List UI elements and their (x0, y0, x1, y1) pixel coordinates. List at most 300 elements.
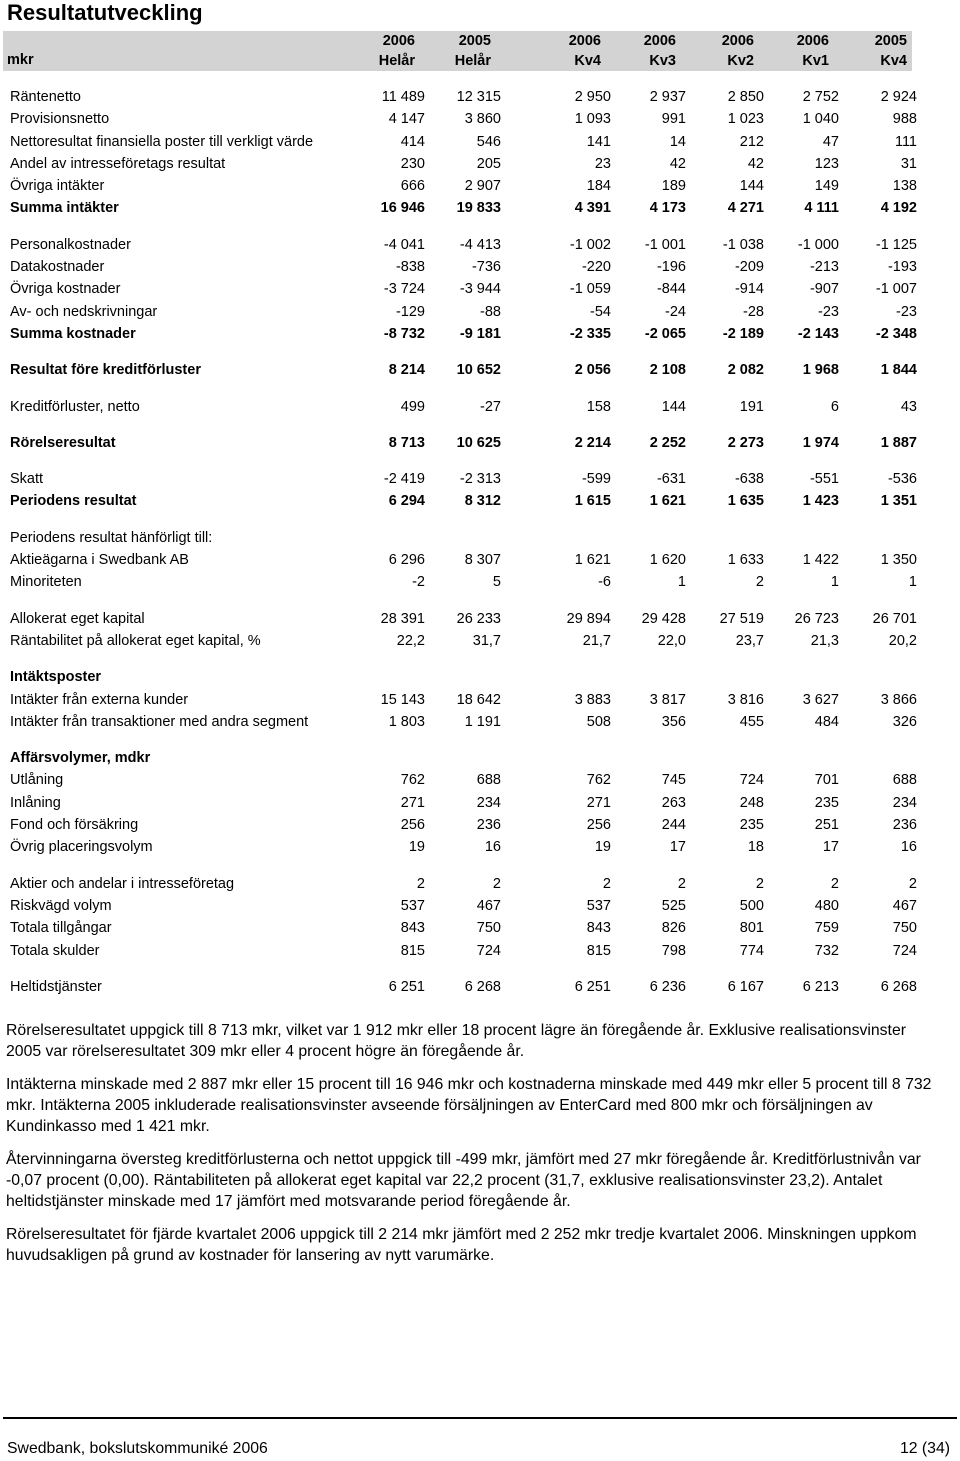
cell-value: 537 (586, 897, 611, 914)
cell-value: -2 335 (569, 325, 611, 342)
cell-value: 191 (739, 398, 764, 415)
cell-value: 815 (400, 942, 425, 959)
column-year: 2005 (874, 33, 907, 49)
table-row (10, 689, 917, 711)
cell-value: 29 428 (641, 610, 686, 627)
cell-value: 6 251 (574, 978, 611, 995)
cell-value: 230 (400, 155, 425, 172)
cell-value: 3 627 (802, 691, 839, 708)
column-year: 2006 (643, 33, 676, 49)
column-period: Kv4 (574, 53, 601, 69)
table-row (10, 571, 917, 593)
cell-value: -1 038 (722, 236, 764, 253)
cell-value: 19 833 (456, 200, 501, 217)
cell-value: 1 633 (727, 552, 764, 569)
cell-value: 235 (814, 794, 839, 811)
spacer-row (10, 418, 917, 432)
cell-value (686, 747, 764, 769)
cell-value: 212 (739, 133, 764, 150)
cell-value: -28 (743, 303, 764, 320)
cell-value: -2 313 (459, 471, 501, 488)
cell-value: 1 423 (802, 493, 839, 510)
cell-value: 1 191 (464, 713, 501, 730)
cell-value: 6 236 (649, 978, 686, 995)
cell-value: -24 (665, 303, 686, 320)
cell-value: 1 351 (880, 493, 917, 510)
cell-value: 2 752 (802, 89, 839, 105)
cell-value: 2 252 (649, 434, 686, 451)
cell-value: 732 (814, 942, 839, 959)
cell-value: 3 816 (727, 691, 764, 708)
cell-value (611, 527, 686, 549)
cell-value (764, 527, 839, 549)
cell-value: 750 (892, 920, 917, 937)
cell-value: 2 (908, 875, 917, 892)
paragraph: Rörelseresultatet för fjärde kvartalet 2006 uppgick till 2 214 mkr jämfört med 2 252 mkr tredje kvartalet 2006. Minskningen uppkom huvudsakligen på grund av kostnader för lansering av nytt varumärke. (6, 1226, 917, 1264)
table-row (10, 301, 917, 323)
cell-value: 42 (669, 155, 686, 172)
cell-value: 256 (586, 817, 611, 834)
cell-value: 1 621 (649, 493, 686, 510)
spacer-row (10, 962, 917, 976)
cell-value: -27 (480, 398, 501, 415)
cell-value: -193 (887, 259, 917, 276)
column-year: 2006 (568, 33, 601, 49)
table-row (10, 549, 917, 571)
column-period: Kv4 (880, 53, 907, 69)
cell-value (764, 666, 839, 688)
cell-value: -6 (598, 574, 611, 591)
cell-value: 244 (661, 817, 686, 834)
cell-value: 750 (476, 920, 501, 937)
row-label: Allokerat eget kapital (10, 610, 145, 627)
cell-value: 251 (814, 817, 839, 834)
cell-value: 3 866 (880, 691, 917, 708)
cell-value: 774 (739, 942, 764, 959)
table-row (10, 917, 917, 939)
cell-value: -2 419 (383, 471, 425, 488)
cell-value: 21,7 (582, 632, 611, 649)
cell-value: 3 860 (464, 111, 501, 128)
cell-value: -4 041 (383, 236, 425, 253)
cell-value: -1 007 (875, 281, 917, 298)
spacer-row (10, 220, 917, 234)
cell-value: 500 (739, 897, 764, 914)
spacer-row (10, 454, 917, 468)
row-label: Totala tillgångar (10, 920, 112, 937)
cell-value: 6 268 (464, 978, 501, 995)
cell-value: 6 (830, 398, 839, 415)
cell-value: 23 (594, 155, 611, 172)
cell-value: -3 944 (459, 281, 501, 298)
cell-value: -2 065 (644, 325, 686, 342)
cell-value: 31 (900, 155, 917, 172)
cell-value: -914 (734, 281, 764, 298)
cell-value: 1 093 (574, 111, 611, 128)
row-label: Räntenetto (10, 89, 81, 105)
row-label: Affärsvolymer, mdkr (10, 750, 151, 767)
row-label: Aktier och andelar i intresseföretag (10, 875, 235, 892)
cell-value: -838 (395, 259, 425, 276)
cell-value: 20,2 (888, 632, 917, 649)
cell-value: -1 125 (875, 236, 917, 253)
table-row (10, 895, 917, 917)
cell-value: 16 (900, 839, 917, 856)
cell-value: 724 (739, 772, 764, 789)
cell-value: 988 (892, 111, 917, 128)
table-row (10, 153, 917, 175)
cell-value: 16 (484, 839, 501, 856)
cell-value: -599 (581, 471, 611, 488)
cell-value: 1 040 (802, 111, 839, 128)
spacer-row (10, 859, 917, 873)
cell-value: 42 (747, 155, 764, 172)
cell-value: 1 422 (802, 552, 839, 569)
cell-value: 688 (476, 772, 501, 789)
table-row (10, 108, 917, 130)
table-row (10, 278, 917, 300)
results-table (10, 86, 917, 998)
cell-value (501, 747, 611, 769)
row-label: Skatt (10, 471, 44, 488)
cell-value (686, 527, 764, 549)
cell-value: 10 652 (456, 362, 501, 379)
cell-value: 2 924 (880, 89, 917, 105)
cell-value: 1 (830, 574, 839, 591)
column-period: Kv2 (727, 53, 754, 69)
cell-value: 189 (661, 178, 686, 195)
cell-value: 762 (586, 772, 611, 789)
cell-value: 4 391 (574, 200, 611, 217)
cell-value: 843 (400, 920, 425, 937)
cell-value: 2 (755, 574, 764, 591)
table-row (10, 396, 917, 418)
cell-value: -631 (656, 471, 686, 488)
cell-value (501, 666, 611, 688)
row-label: Heltidstjänster (10, 978, 102, 995)
table-row (10, 86, 917, 108)
cell-value: -2 348 (875, 325, 917, 342)
cell-value: 184 (586, 178, 611, 195)
cell-value (425, 527, 501, 549)
cell-value: 666 (400, 178, 425, 195)
table-row (10, 131, 917, 153)
cell-value: 484 (814, 713, 839, 730)
cell-value: 28 391 (380, 610, 425, 627)
cell-value: 6 251 (388, 978, 425, 995)
row-label: Summa kostnader (10, 325, 136, 342)
cell-value: -736 (471, 259, 501, 276)
row-label: Aktieägarna i Swedbank AB (10, 552, 189, 569)
row-label: Totala skulder (10, 942, 100, 959)
column-year: 2006 (382, 33, 415, 49)
row-label: Periodens resultat hänförligt till: (10, 529, 213, 546)
table-row (10, 769, 917, 791)
cell-value: 499 (400, 398, 425, 415)
table-row (10, 359, 917, 381)
cell-value: 12 315 (456, 89, 501, 105)
row-label: Övriga kostnader (10, 281, 121, 298)
cell-value: 47 (822, 133, 839, 150)
unit-label: mkr (7, 52, 34, 68)
column-year: 2005 (458, 33, 491, 49)
cell-value: -8 732 (383, 325, 425, 342)
row-label: Datakostnader (10, 259, 105, 276)
row-label: Riskvägd volym (10, 897, 112, 914)
cell-value: -88 (480, 303, 501, 320)
cell-value: -1 002 (569, 236, 611, 253)
cell-value: 6 167 (727, 978, 764, 995)
cell-value: 16 946 (380, 200, 425, 217)
cell-value: -536 (887, 471, 917, 488)
cell-value: 2 (755, 875, 764, 892)
paragraph: Rörelseresultatet uppgick till 8 713 mkr, vilket var 1 912 mkr eller 18 procent lägre än föregående år. Exklusive realisationsvinster 2005 var rörelseresultatet 309 mkr eller 4 procent högre än föregående år. (6, 1022, 906, 1060)
table-row (10, 976, 917, 998)
cell-value: -1 000 (797, 236, 839, 253)
cell-value: 2 850 (727, 89, 764, 105)
cell-value: 23,7 (735, 632, 764, 649)
table-row (10, 747, 917, 769)
spacer-row (10, 733, 917, 747)
cell-value: 991 (661, 111, 686, 128)
cell-value: 1 968 (802, 362, 839, 379)
cell-value: 6 294 (388, 493, 425, 510)
cell-value (686, 666, 764, 688)
cell-value: 798 (661, 942, 686, 959)
cell-value: -1 001 (644, 236, 686, 253)
row-label: Fond och försäkring (10, 817, 139, 834)
cell-value: 271 (400, 794, 425, 811)
cell-value: 2 108 (649, 362, 686, 379)
cell-value: 26 701 (872, 610, 917, 627)
column-period: Helår (454, 53, 491, 69)
cell-value: 1 (908, 574, 917, 591)
cell-value: 236 (476, 817, 501, 834)
spacer-row (10, 345, 917, 359)
cell-value (350, 666, 425, 688)
page-title: Resultatutveckling (7, 0, 203, 25)
row-label: Övrig placeringsvolym (10, 839, 153, 856)
cell-value (839, 666, 917, 688)
table-row (10, 666, 917, 688)
cell-value: 1 350 (880, 552, 917, 569)
row-label: Inlåning (10, 794, 61, 811)
table-row (10, 836, 917, 858)
cell-value: 1 844 (880, 362, 917, 379)
cell-value: 138 (892, 178, 917, 195)
cell-value: 4 192 (880, 200, 917, 217)
paragraph: Återvinningarna översteg kreditförlusterna och nettot uppgick till -499 mkr, jämfört med 27 mkr föregående år. Kreditförlustnivån var -0,07 procent (0,00). Räntabiliteten på allokerat eget kapital var 22,2 procent (31,7, exklusive realisationsvinster 23,2). Antalet heltidstjänster minskade med 17 jämfört med motsvarande period föregående år. (6, 1151, 921, 1210)
cell-value: 2 (492, 875, 501, 892)
cell-value: 123 (814, 155, 839, 172)
row-label: Övriga intäkter (10, 178, 105, 195)
cell-value: 149 (814, 178, 839, 195)
cell-value: -844 (656, 281, 686, 298)
cell-value: 10 625 (456, 434, 501, 451)
cell-value: 1 803 (388, 713, 425, 730)
table-row (10, 527, 917, 549)
cell-value: 21,3 (810, 632, 839, 649)
table-row (10, 608, 917, 630)
cell-value: -9 181 (459, 325, 501, 342)
cell-value: -4 413 (459, 236, 501, 253)
table-row (10, 630, 917, 652)
table-row (10, 792, 917, 814)
row-label: Resultat före kreditförluster (10, 362, 201, 379)
cell-value: 256 (400, 817, 425, 834)
table-row (10, 432, 917, 454)
spacer-row (10, 652, 917, 666)
cell-value: 455 (739, 713, 764, 730)
cell-value: 43 (900, 398, 917, 415)
cell-value: -129 (395, 303, 425, 320)
column-period: Kv3 (649, 53, 676, 69)
cell-value: -196 (656, 259, 686, 276)
cell-value (425, 666, 501, 688)
cell-value: 1 (677, 574, 686, 591)
cell-value: 4 111 (804, 200, 839, 217)
cell-value: 414 (400, 133, 425, 150)
cell-value: 843 (586, 920, 611, 937)
row-label: Intäkter från externa kunder (10, 691, 189, 708)
cell-value: 4 173 (649, 200, 686, 217)
cell-value: 1 615 (574, 493, 611, 510)
row-label: Minoriteten (10, 574, 82, 591)
cell-value: 525 (661, 897, 686, 914)
footer-publication: Swedbank, bokslutskommuniké 2006 (7, 1440, 268, 1457)
cell-value: 2 907 (464, 178, 501, 195)
cell-value: 6 213 (802, 978, 839, 995)
row-label: Nettoresultat finansiella poster till verkligt värde (10, 133, 314, 150)
cell-value: 19 (594, 839, 611, 856)
cell-value: 356 (661, 713, 686, 730)
row-label: Intäkter från transaktioner med andra segment (10, 713, 309, 730)
cell-value: 11 489 (381, 89, 425, 105)
row-label: Andel av intresseföretags resultat (10, 155, 226, 172)
cell-value: -2 189 (722, 325, 764, 342)
table-row (10, 873, 917, 895)
row-label: Kreditförluster, netto (10, 398, 140, 415)
cell-value: 15 143 (380, 691, 425, 708)
cell-value: -209 (734, 259, 764, 276)
table-row (10, 711, 917, 733)
spacer-row (10, 513, 917, 527)
cell-value (501, 527, 611, 549)
cell-value: 8 312 (464, 493, 501, 510)
row-label: Intäktsposter (10, 669, 102, 686)
cell-value: 1 974 (802, 434, 839, 451)
cell-value: 701 (814, 772, 839, 789)
cell-value (350, 747, 425, 769)
commentary (6, 1020, 941, 1278)
table-row (10, 468, 917, 490)
table-row (10, 197, 917, 219)
cell-value: 480 (814, 897, 839, 914)
cell-value: 141 (586, 133, 611, 150)
cell-value: 724 (892, 942, 917, 959)
cell-value: 759 (814, 920, 839, 937)
cell-value: -213 (809, 259, 839, 276)
column-period: Helår (378, 53, 415, 69)
cell-value: 815 (586, 942, 611, 959)
cell-value: 8 713 (388, 434, 425, 451)
cell-value (611, 747, 686, 769)
cell-value: -23 (818, 303, 839, 320)
row-label: Rörelseresultat (10, 434, 116, 451)
cell-value: 801 (739, 920, 764, 937)
row-label: Av- och nedskrivningar (10, 303, 158, 320)
cell-value: 18 (747, 839, 764, 856)
cell-value: 8 214 (388, 362, 425, 379)
cell-value (425, 747, 501, 769)
row-label: Provisionsnetto (10, 111, 110, 128)
cell-value: -551 (809, 471, 839, 488)
footer-page-number: 12 (34) (899, 1440, 950, 1457)
table-row (10, 940, 917, 962)
cell-value: 3 883 (574, 691, 611, 708)
cell-value: 546 (476, 133, 501, 150)
cell-value: 5 (492, 574, 501, 591)
cell-value: 26 723 (794, 610, 839, 627)
cell-value: 1 635 (727, 493, 764, 510)
cell-value: -638 (734, 471, 764, 488)
cell-value: -54 (590, 303, 611, 320)
cell-value: 1 887 (880, 434, 917, 451)
cell-value: 467 (476, 897, 501, 914)
column-year: 2006 (721, 33, 754, 49)
cell-value: 236 (892, 817, 917, 834)
table-row (10, 256, 917, 278)
cell-value: 19 (408, 839, 425, 856)
spacer-row (10, 382, 917, 396)
footer-divider (3, 1417, 957, 1419)
row-label: Periodens resultat (10, 493, 137, 510)
cell-value (764, 747, 839, 769)
cell-value: 1 620 (649, 552, 686, 569)
cell-value: 4 147 (388, 111, 425, 128)
cell-value: 6 296 (388, 552, 425, 569)
row-label: Utlåning (10, 772, 64, 789)
cell-value (611, 666, 686, 688)
cell-value: 29 894 (566, 610, 611, 627)
cell-value: 2 214 (574, 434, 611, 451)
cell-value: 508 (586, 713, 611, 730)
cell-value: 234 (892, 794, 917, 811)
cell-value: 724 (476, 942, 501, 959)
cell-value: -1 059 (569, 281, 611, 298)
cell-value: -23 (896, 303, 917, 320)
cell-value: 17 (669, 839, 686, 856)
cell-value: 2 950 (574, 89, 611, 105)
cell-value: 826 (661, 920, 686, 937)
row-label: Räntabilitet på allokerat eget kapital, % (10, 632, 261, 649)
cell-value: 745 (661, 772, 686, 789)
cell-value (839, 747, 917, 769)
cell-value: 762 (400, 772, 425, 789)
cell-value: 27 519 (719, 610, 764, 627)
cell-value: 17 (822, 839, 839, 856)
cell-value: -2 143 (797, 325, 839, 342)
cell-value: -2 (412, 574, 425, 591)
cell-value: 26 233 (456, 610, 501, 627)
table-row (10, 490, 917, 512)
cell-value: 326 (892, 713, 917, 730)
cell-value: 4 271 (727, 200, 764, 217)
cell-value: 144 (739, 178, 764, 195)
row-label: Personalkostnader (10, 236, 131, 253)
cell-value: 22,2 (396, 632, 425, 649)
cell-value: 2 (677, 875, 686, 892)
